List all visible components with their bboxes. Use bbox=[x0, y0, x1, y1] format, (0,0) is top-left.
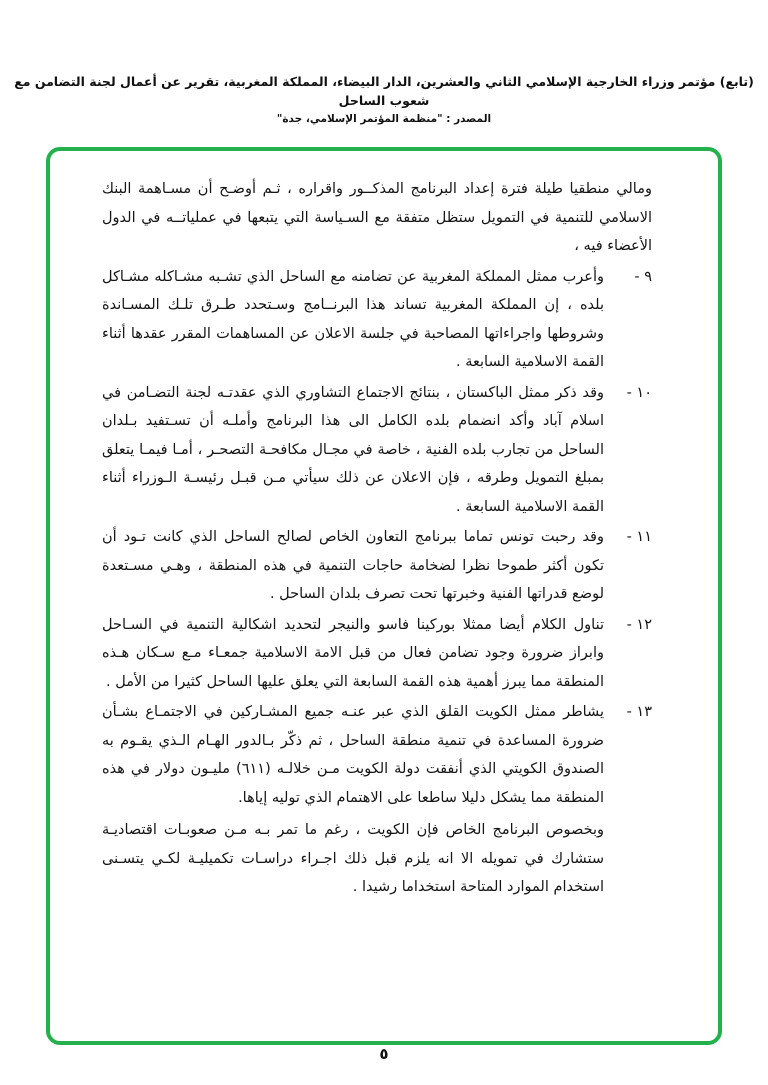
intro-paragraph: ومالي منطقيا طيلة فترة إعداد البرنامج المذكــور واقراره ، ثـم أوضـح أن مسـاهمة البنك الاسلامي للتنمية في التمويل ستظل متفقة مع السـياسة التي يتبعها في عملياتــه في الدول الأعضاء فيه ، bbox=[102, 181, 652, 254]
item-text: وأعرب ممثل المملكة المغربية عن تضامنه مع الساحل الذي تشـبه مشـاكله مشـاكل بلده ، إن المملكة المغربية تساند هذا البرنــامج وسـتحدد طـرق تلـك المسـاندة وشروطها واجراءاتها المصاحبة في جلسة الاعلان عن المساهمات المقرر عقدها أثناء القمة الاسلامية السابعة . bbox=[102, 268, 604, 370]
page-header bbox=[10, 72, 758, 125]
content-border-box bbox=[46, 147, 722, 1045]
content-body bbox=[102, 175, 652, 902]
closing-paragraph: وبخصوص البرنامج الخاص فإن الكويت ، رغم ما تمر بـه مـن صعوبـات اقتصاديـة ستشارك في تمويله الا انه يلزم قبل ذلك اجـراء دراسـات تكميليـة لكـي يتسـنى استخدام الموارد المتاحة استخداما رشيدا . bbox=[102, 822, 604, 895]
item-text: تناول الكلام أيضا ممثلا بوركينا فاسو والنيجر لتحديد اشكالية التنمية في السـاحل وابراز ضرورة وجود تضامن فعال من قبل الامة الاسلامية جمعـاء مـع سـكان هـذه المنطقة مما يبرز أهمية هذه القمة السابعة التي يعلق عليها الساحل كثيرا من الأمل . bbox=[102, 616, 604, 690]
item-number: ١٠ - bbox=[626, 384, 652, 401]
item-number: ١١ - bbox=[626, 529, 652, 545]
item-text: يشاطر ممثل الكويت القلق الذي عبر عنـه جميع المشـاركين في الاجتمـاع بشـأن ضرورة المساعدة في تنمية منطقة الساحل ، ثم ذكّر بـالدور الهـام الـذي يقـوم به الصندوق الكويتي الذي أنفقت دولة الكويت مـن خلالـه (٦١١) مليـون دولار في هذه المنطقة مما يشكل دليلا ساطعا على الاهتمام الذي توليه إياها. bbox=[102, 704, 604, 806]
item-number: ١٣ - bbox=[626, 704, 652, 720]
list-item bbox=[102, 523, 652, 611]
header-source: المصدر : "منظمة المؤتمر الإسلامي، جدة" bbox=[276, 113, 492, 125]
list-item bbox=[102, 611, 652, 699]
list-item bbox=[102, 379, 652, 524]
item-text: وقد رحبت تونس تماما ببرنامج التعاون الخاص لصالح الساحل الذي كانت تـود أن تكون أكثر طموحا نظرا لضخامة حاجات التنمية في هذه المنطقة ، وهـي مسـتعدة لوضع قدراتها الفنية وخبرتها تحت تصرف بلدان الساحل . bbox=[102, 529, 604, 602]
item-number: ١٢ - bbox=[626, 616, 652, 633]
item-text: وقد ذكر ممثل الباكستان ، بنتائج الاجتماع التشاوري الذي عقدتـه لجنة التضـامن في اسلام آباد وأكد انضمام بلده الكامل الى هذا البرنامج وأملـه أن تسـتفيد بـلدان الساحل من تجارب بلده الفنية ، خاصة في مجـال مكافحـة التصحـر ، أمـا فيمـا يتعلق بمبلغ التمويل وطرقه ، فإن الاعلان عن ذلك سيأتي مـن قبـل رئيسـة الـوزراء أثناء القمة الاسلامية السابعة . bbox=[102, 384, 604, 515]
item-number: ٩ - bbox=[634, 268, 652, 285]
header-title: (تابع) مؤتمر وزراء الخارجية الإسلامي الثاني والعشرين، الدار البيضاء، المملكة المغربية، تقرير عن أعمال لجنة التضامن مع شعوب الساحل bbox=[14, 74, 754, 108]
list-item bbox=[102, 263, 652, 379]
page-number: ٥ bbox=[379, 1045, 389, 1063]
list-item bbox=[102, 698, 652, 814]
